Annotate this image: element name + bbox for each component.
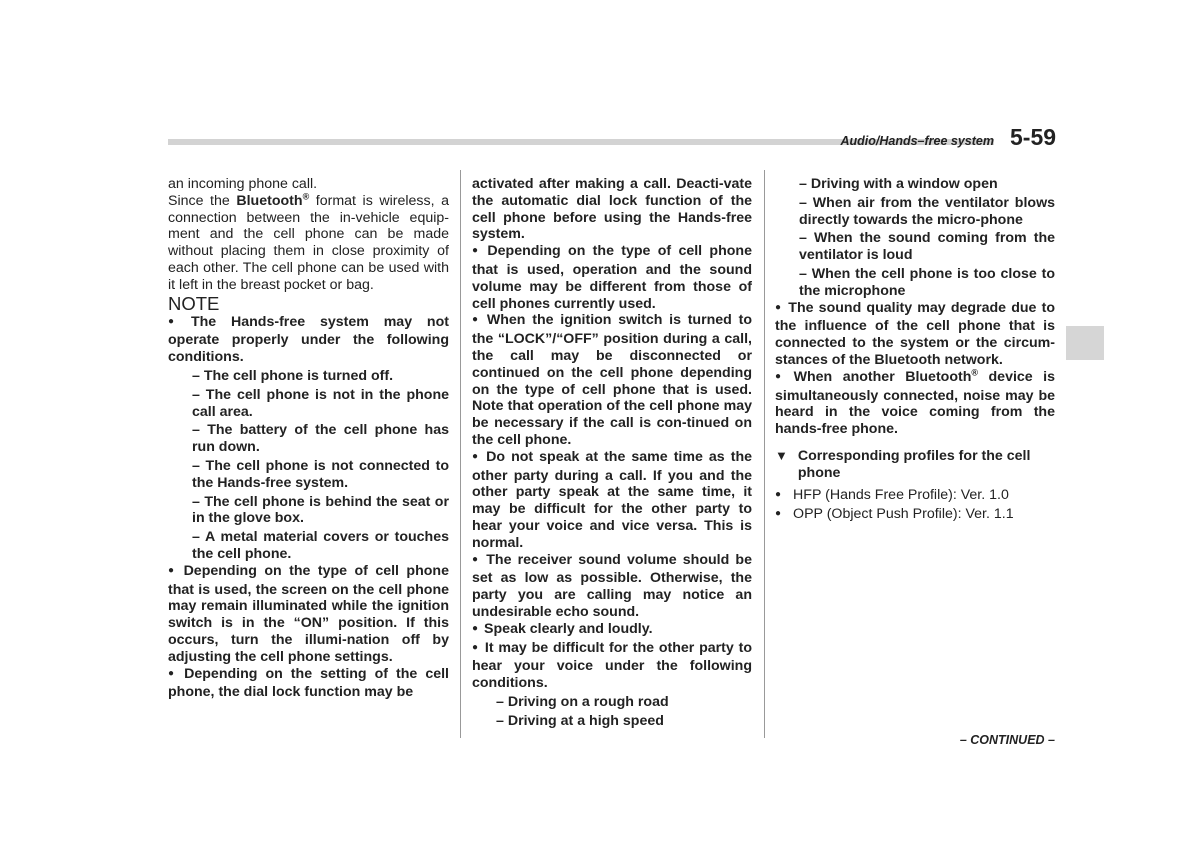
note-item: ● It may be difficult for the other party to hear your voice under the following conditions. (472, 639, 753, 692)
bullet-icon: ● (472, 622, 479, 634)
condition-item: – The cell phone is not in the phone call area. (192, 386, 449, 420)
condition-item: – When the cell phone is too close to the microphone (799, 265, 1055, 299)
triangle-down-icon: ▼ (775, 447, 788, 463)
note-item: ● Depending on the setting of the cell phone, the dial lock function may be (168, 665, 449, 701)
condition-item: – The battery of the cell phone has run down. (192, 422, 449, 456)
bullet-icon: ● (472, 553, 481, 565)
chapter-tab (1066, 326, 1104, 360)
brand-name: Bluetooth (236, 192, 303, 209)
condition-item: – A metal material covers or touches the cell phone. (192, 529, 449, 562)
bullet-icon: ● (168, 564, 178, 576)
registered-mark: ® (971, 367, 979, 378)
note-item: ● Do not speak at the same time as the other party during a call. If you and the other party speak at the same time, it may be difficult for the other party to hear your voice and vice versa. This is normal. (472, 448, 752, 551)
profile-item: ● OPP (Object Push Profile): Ver. 1.1 (775, 506, 1014, 523)
column-left (168, 176, 449, 701)
page-number: 5-59 (1010, 124, 1057, 150)
section-title: Audio/Hands–free system (840, 134, 994, 148)
bullet-icon: ● (168, 315, 185, 327)
condition-item: – Driving with a window open (799, 176, 998, 192)
column-divider (460, 170, 461, 738)
continued-label: – CONTINUED – (959, 733, 1055, 747)
profile-item: ● HFP (Hands Free Profile): Ver. 1.0 (775, 486, 1009, 503)
note-item: ● Depending on the type of cell phone that is used, operation and the sound volume may be different from those of cell phones currently used. (472, 243, 752, 312)
bullet-icon: ● (168, 667, 179, 679)
condition-item: – The cell phone is turned off. (192, 367, 394, 384)
bullet-icon: ● (472, 641, 479, 653)
subsection-heading: ▼ Corresponding profiles for the cell phone (775, 447, 1031, 481)
column-right (775, 176, 1055, 523)
bullet-icon: ● (775, 488, 782, 500)
condition-item: – When air from the ventilator blows directly towards the micro-phone (799, 194, 1055, 228)
bullet-icon: ● (775, 508, 782, 520)
bullet-icon: ● (472, 314, 481, 326)
note-item: ● Depending on the type of cell phone that is used, the screen on the cell phone may remain illuminated while the ignition switch is in the “ON” position. If this occurs, turn the illumi-nation off by adjusting the cell phone settings. (168, 562, 449, 665)
note-item: ● Speak clearly and loudly. (472, 620, 653, 637)
note-item: ● When the ignition switch is turned to the “LOCK”/“OFF” position during a call, the call may be disconnected or continued on the cell phone depending on the type of cell phone that is used. Note that operation of the cell phone may be necessary if the call is con-tinued on the cell phone. (472, 312, 752, 448)
note-item: ● The Hands-free system may not operate properly under the following conditions. (168, 313, 449, 366)
intro-text: an incoming phone call. (168, 176, 318, 192)
condition-item: – Driving on a rough road (496, 693, 669, 710)
condition-item: – The cell phone is behind the seat or in the glove box. (192, 493, 449, 527)
column-middle (472, 176, 752, 730)
note-heading: NOTE (168, 292, 220, 314)
note-item: ● The receiver sound volume should be set as low as possible. Otherwise, the party you are calling may notice an undesirable echo sound. (472, 551, 752, 620)
bullet-icon: ● (472, 245, 482, 257)
note-item: ● The sound quality may degrade due to the influence of the cell phone that is connected to the system or the circum-stances of the Bluetooth network. (775, 299, 1055, 368)
condition-item: – When the sound coming from the ventilator is loud (799, 230, 1055, 264)
registered-mark: ® (302, 191, 310, 202)
condition-item: – The cell phone is not connected to the Hands-free system. (192, 457, 449, 491)
bullet-icon: ● (775, 370, 788, 382)
intro-paragraph: Since the Bluetooth® format is wireless, a connection between the in-vehicle equip-ment and the cell phone can be made without placing them in close proximity of each other. The cell phone can be used with it left in the breast pocket or bag. (168, 191, 449, 293)
bullet-icon: ● (472, 450, 481, 462)
note-item: ● When another Bluetooth® device is simultaneously connected, noise may be heard in the voice coming from the hands-free phone. (775, 367, 1055, 438)
column-divider (764, 170, 765, 738)
note-continuation: activated after making a call. Deacti-vate the automatic dial lock function of the cell phone before using the Hands-free system. (472, 176, 752, 243)
condition-item: – Driving at a high speed (496, 712, 664, 729)
bullet-icon: ● (775, 301, 783, 313)
